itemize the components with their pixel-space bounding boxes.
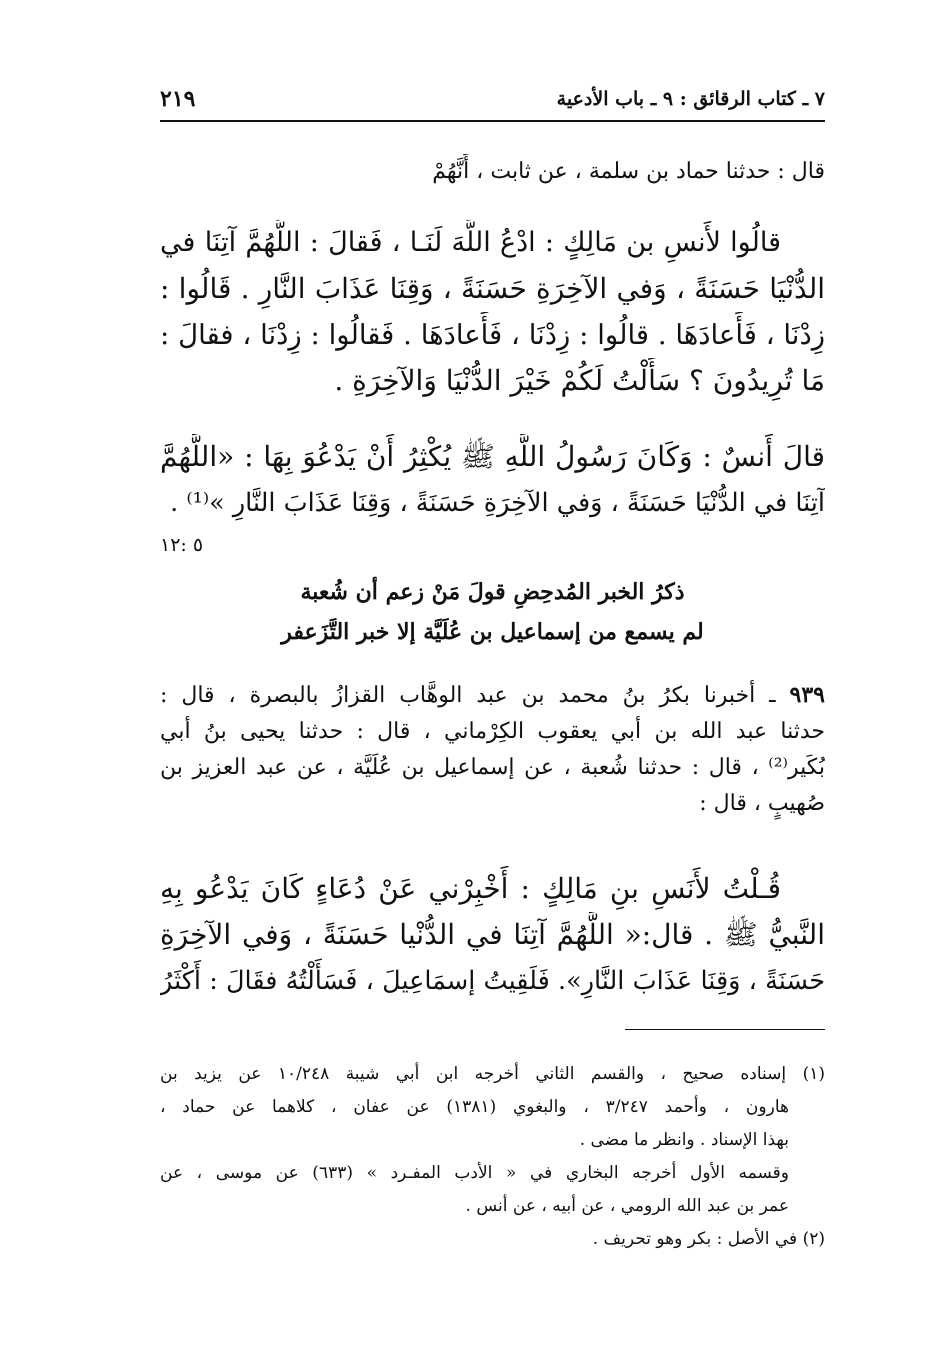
chapter-heading bbox=[160, 572, 825, 652]
matn-line: قُـلْتُ لأَنَسِ بنِ مَالِكٍ : أَخْبِرْني عَنْ دُعَاءٍ كَانَ يَدْعُو بِهِ bbox=[160, 872, 781, 905]
hadith-939-matn bbox=[160, 866, 825, 1004]
matn-line: قالَ أَنسٌ : وَكَانَ رَسُولُ اللَّهِ ﷺ يُكْثِرُ أَنْ يَدْعُوَ بِهَا : «اللَّهُمَّ bbox=[160, 440, 825, 473]
matn-line: آتِنَا في الدُّنْيَا حَسَنَةً ، وَفي الآخِرَةِ حَسَنَةً ، وَقِنَا عَذَابَ النَّارِ »⁽¹⁾ . bbox=[170, 488, 825, 518]
hadith-number: ٩٣٩ bbox=[789, 682, 825, 708]
page-number: ٢١٩ bbox=[160, 86, 196, 112]
footnote-2 bbox=[160, 1223, 825, 1256]
isnad-text: ـ أخبرنا بكرُ بنُ محمد بن عبد الوهَّاب القزازُ بالبصرة ، قال : bbox=[160, 683, 776, 708]
matn-line: زِدْنَا ، فَأَعادَهَا . قالُوا : زِدْنَا ، فَأَعادَهَا . فَقالُوا : زِدْنَا ، فقالَ : bbox=[160, 319, 825, 351]
footnote-line: بهذا الإسناد . وانظر ما مضى . bbox=[579, 1130, 789, 1150]
isnad-line bbox=[160, 154, 825, 190]
isnad-line: بُكَير⁽²⁾ ، قال : حدثنا شُعبة ، عن إسماعيل بن عُلَيَّة ، عن عبد العزيز بن bbox=[160, 755, 825, 780]
footnote-1-continued bbox=[160, 1157, 825, 1223]
chapter-heading-line: ذكرُ الخبر المُدحِضِ قولَ مَنْ زعم أن شُعبة bbox=[300, 579, 685, 605]
running-title: ٧ ـ كتاب الرقائق : ٩ ـ باب الأدعية bbox=[556, 88, 825, 110]
matn-paragraph-anas bbox=[160, 434, 825, 526]
matn-line: حَسَنَةً ، وَقِنَا عَذَابَ النَّارِ». فَلَقِيتُ إسمَاعِيلَ ، فَسَأَلْتُهُ فقَالَ : أَكْثَرُ bbox=[160, 966, 825, 996]
hadith-939-isnad bbox=[160, 677, 825, 822]
isnad-line: حدثنا عبد الله بن أبي يعقوب الكِرْماني ، قال : حدثنا يحيى بنُ أبي bbox=[160, 719, 825, 744]
page-header bbox=[160, 86, 825, 122]
chapter-heading-line: لم يسمع من إسماعيل بن عُلَيَّة إلا خبر التَّزَعفر bbox=[281, 619, 704, 645]
isnad-text: قال : حدثنا حماد بن سلمة ، عن ثابت ، أَنَّهُمْ bbox=[432, 159, 825, 184]
source-reference: ٥ :١٢ bbox=[160, 534, 204, 556]
matn-line: النَّبيُّ ﷺ . قال:« اللَّهُمَّ آتِنَا في الدُّنْيا حَسَنَةً ، وَفي الآخِرَةِ bbox=[160, 918, 825, 951]
footnote-1 bbox=[160, 1058, 825, 1157]
book-page bbox=[160, 0, 825, 1372]
footnote-divider bbox=[625, 1029, 825, 1030]
footnote-line: عمر بن عبد الله الرومي ، عن أبيه ، عن أنس . bbox=[465, 1196, 789, 1216]
matn-line: مَا تُرِيدُونَ ؟ سَأَلْتُ لَكُمْ خَيْرَ الدُّنْيَا وَالآخِرَةِ . bbox=[334, 364, 825, 397]
matn-paragraph bbox=[160, 220, 825, 404]
matn-line: الدُّنْيَا حَسَنَةً ، وَفي الآخِرَةِ حَسَنَةً ، وَقِنَا عَذَابَ النَّارِ . قَالُوا : bbox=[160, 272, 825, 305]
matn-line: قالُوا لأَنسِ بن مَالِكٍ : ادْعُ اللَّهَ لَنَـا ، فَقالَ : اللَّهُمَّ آتِنَا في bbox=[160, 227, 781, 258]
footnotes bbox=[160, 1058, 825, 1256]
footnote-line: (١) إسناده صحيح ، والقسم الثاني أخرجه ابن أبي شيبة ١٠/٢٤٨ عن يزيد بن bbox=[160, 1064, 825, 1084]
footnote-line: هارون ، وأحمد ٣/٢٤٧ ، والبغوي (١٣٨١) عن عفان ، كلاهما عن حماد ، bbox=[160, 1097, 789, 1117]
footnote-line: (٢) في الأصل : بكر وهو تحريف . bbox=[592, 1229, 825, 1249]
isnad-line bbox=[160, 677, 825, 714]
isnad-line: صُهيبٍ ، قال : bbox=[699, 791, 825, 816]
footnote-line: وقسمه الأول أخرجه البخاري في « الأدب المفـرد » (٦٣٣) عن موسى ، عن bbox=[160, 1163, 789, 1183]
